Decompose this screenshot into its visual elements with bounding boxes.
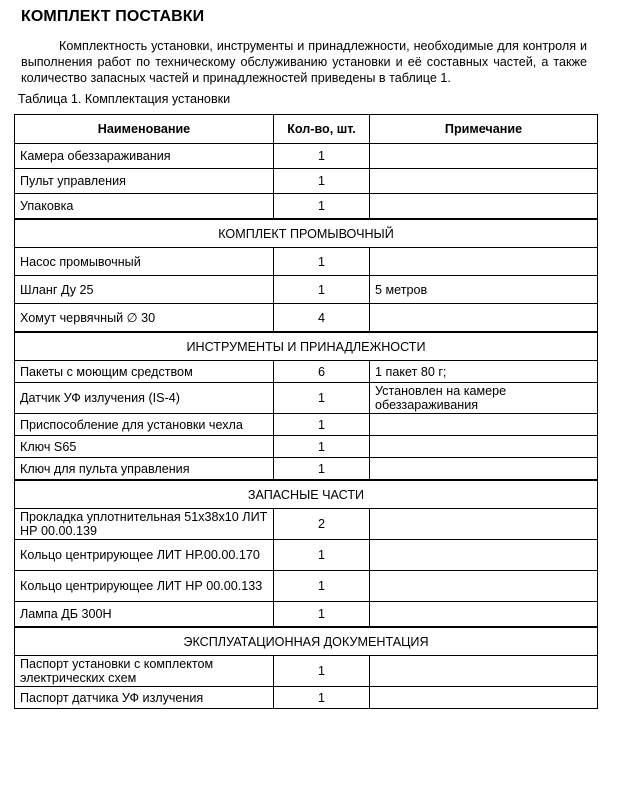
table-row (15, 383, 598, 414)
section-header-row (15, 480, 598, 509)
cell-qty: 1 (274, 194, 370, 220)
table-row (15, 414, 598, 436)
table-caption: Таблица 1. Комплектация установки (18, 92, 231, 106)
cell-qty: 1 (274, 656, 370, 687)
intro-paragraph: Комплектность установки, инструменты и принадлежности, необходимые для контроля и выполнения работ по техническому обслуживанию установки и её составных частей, а также количество запасных частей и принадлежностей приведены в таблице 1. (21, 39, 587, 85)
delivery-set-table (14, 114, 598, 709)
cell-name: Датчик УФ излучения (IS-4) (15, 383, 274, 414)
cell-qty: 1 (274, 248, 370, 276)
table-row (15, 509, 598, 540)
cell-name: Прокладка уплотнительная 51x38x10 ЛИТ НР 00.00.139 (15, 509, 274, 540)
cell-note (370, 169, 598, 194)
cell-note (370, 540, 598, 571)
cell-name: Хомут червячный ∅ 30 (15, 304, 274, 333)
cell-name: Кольцо центрирующее ЛИТ НР.00.00.170 (15, 540, 274, 571)
cell-note (370, 571, 598, 602)
cell-note (370, 414, 598, 436)
cell-name: Ключ S65 (15, 436, 274, 458)
cell-qty: 1 (274, 414, 370, 436)
cell-qty: 1 (274, 383, 370, 414)
cell-qty: 1 (274, 276, 370, 304)
cell-qty: 1 (274, 436, 370, 458)
cell-name: Пакеты с моющим средством (15, 361, 274, 383)
cell-name: Лампа ДБ 300Н (15, 602, 274, 628)
section-title: ЭКСПЛУАТАЦИОННАЯ ДОКУМЕНТАЦИЯ (15, 627, 598, 656)
header-qty: Кол-во, шт. (274, 115, 370, 144)
cell-note (370, 304, 598, 333)
cell-name: Паспорт датчика УФ излучения (15, 687, 274, 709)
cell-note (370, 458, 598, 481)
cell-name: Паспорт установки с комплектом электрических схем (15, 656, 274, 687)
table-row (15, 436, 598, 458)
section-title: КОМПЛЕКТ ПРОМЫВОЧНЫЙ (15, 219, 598, 248)
table-row (15, 656, 598, 687)
table-row (15, 361, 598, 383)
section-header-row (15, 627, 598, 656)
cell-name: Приспособление для установки чехла (15, 414, 274, 436)
cell-note (370, 436, 598, 458)
cell-name: Шланг Ду 25 (15, 276, 274, 304)
table-row (15, 144, 598, 169)
section-header-row (15, 332, 598, 361)
cell-qty: 1 (274, 458, 370, 481)
cell-note: 1 пакет 80 г; (370, 361, 598, 383)
table-header-row (15, 115, 598, 144)
cell-name: Упаковка (15, 194, 274, 220)
cell-qty: 1 (274, 571, 370, 602)
section-title: ЗАПАСНЫЕ ЧАСТИ (15, 480, 598, 509)
table-row (15, 602, 598, 628)
table-row (15, 248, 598, 276)
table-row (15, 687, 598, 709)
cell-note (370, 687, 598, 709)
page-title: КОМПЛЕКТ ПОСТАВКИ (21, 8, 205, 25)
cell-name: Пульт управления (15, 169, 274, 194)
cell-qty: 2 (274, 509, 370, 540)
cell-name: Кольцо центрирующее ЛИТ НР 00.00.133 (15, 571, 274, 602)
section-header-row (15, 219, 598, 248)
header-name: Наименование (15, 115, 274, 144)
cell-name: Камера обеззараживания (15, 144, 274, 169)
cell-note (370, 656, 598, 687)
table-row (15, 276, 598, 304)
cell-qty: 1 (274, 602, 370, 628)
table-row (15, 304, 598, 333)
cell-note (370, 194, 598, 220)
cell-qty: 1 (274, 169, 370, 194)
cell-qty: 1 (274, 144, 370, 169)
table-row (15, 458, 598, 481)
cell-note (370, 509, 598, 540)
table-row (15, 540, 598, 571)
cell-name: Ключ для пульта управления (15, 458, 274, 481)
cell-note (370, 248, 598, 276)
cell-note (370, 602, 598, 628)
section-title: ИНСТРУМЕНТЫ И ПРИНАДЛЕЖНОСТИ (15, 332, 598, 361)
cell-qty: 4 (274, 304, 370, 333)
cell-qty: 1 (274, 540, 370, 571)
cell-qty: 1 (274, 687, 370, 709)
cell-note (370, 144, 598, 169)
cell-qty: 6 (274, 361, 370, 383)
table-row (15, 169, 598, 194)
header-note: Примечание (370, 115, 598, 144)
cell-note: 5 метров (370, 276, 598, 304)
table-row (15, 571, 598, 602)
table-row (15, 194, 598, 220)
cell-note: Установлен на камере обеззараживания (370, 383, 598, 414)
cell-name: Насос промывочный (15, 248, 274, 276)
